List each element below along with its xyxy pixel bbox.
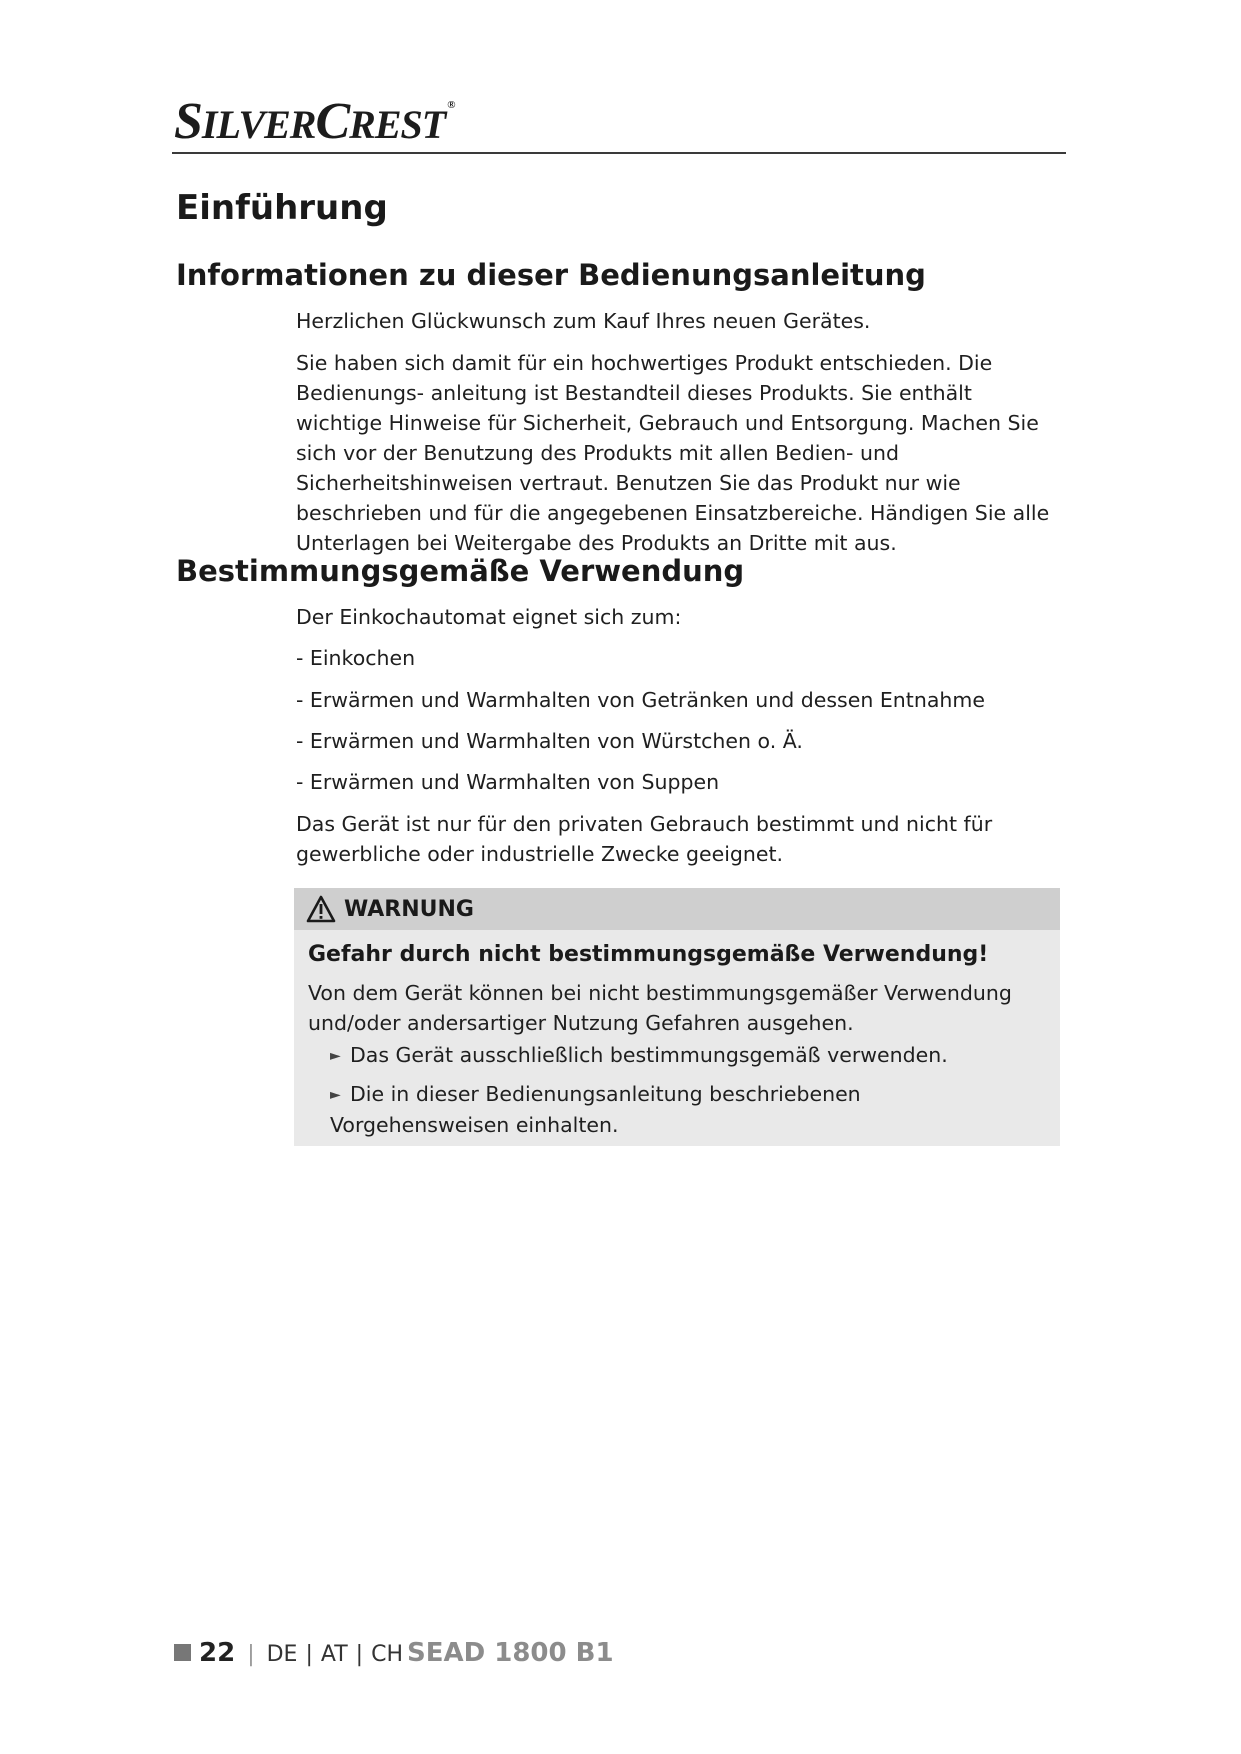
country-at: AT xyxy=(320,1642,348,1667)
warning-bullet xyxy=(330,1079,1010,1140)
page-footer xyxy=(174,1638,614,1672)
list-item: - Erwärmen und Warmhalten von Suppen xyxy=(296,770,720,794)
list-item: - Einkochen xyxy=(296,646,416,670)
warning-bullet-text: Die in dieser Bedienungsanleitung beschriebenen Vorgehensweisen einhalten. xyxy=(330,1082,861,1137)
footer-square-icon xyxy=(174,1644,191,1661)
country-ch: CH xyxy=(371,1642,403,1667)
footer-separator: | xyxy=(355,1642,364,1667)
warning-box xyxy=(294,888,1060,1146)
arrow-right-icon: ► xyxy=(330,1048,341,1064)
manual-info-paragraph: Sie haben sich damit für ein hochwertiges Produkt entschieden. Die Bedienungs- anleitung ist Bestandteil dieses Produkts. Sie enthält wichtige Hinweise für Sicherheit, Gebrauch und Entsorgung. Machen Sie sich vor der Benutzung des Produkts mit allen Bedien- und Sicherheitshinweisen vertraut. Benutzen Sie das Produkt nur wie beschrieben und für die angegebenen Einsatzbereiche. Händigen Sie alle Unterlagen bei Weitergabe des Produkts an Dritte mit aus. xyxy=(296,351,1050,555)
warning-label: WARNUNG xyxy=(344,897,474,922)
model-number: SEAD 1800 B1 xyxy=(406,1638,614,1668)
header-divider xyxy=(172,152,1066,154)
section-heading-manual-info: Informationen zu dieser Bedienungsanleitung xyxy=(176,258,926,292)
list-item: - Erwärmen und Warmhalten von Getränken und dessen Entnahme xyxy=(296,688,985,712)
arrow-right-icon: ► xyxy=(330,1087,341,1103)
warning-subtitle: Gefahr durch nicht bestimmungsgemäße Verwendung! xyxy=(308,942,989,967)
country-de: DE xyxy=(266,1642,298,1667)
warning-triangle-icon xyxy=(306,895,336,923)
warning-bullet-text: Das Gerät ausschließlich bestimmungsgemäß verwenden. xyxy=(350,1043,948,1067)
congratulations-paragraph: Herzlichen Glückwunsch zum Kauf Ihres neuen Gerätes. xyxy=(296,309,871,333)
warning-text: Von dem Gerät können bei nicht bestimmungsgemäßer Verwendung und/oder andersartiger Nutzung Gefahren ausgehen. xyxy=(308,981,1012,1035)
private-use-paragraph: Das Gerät ist nur für den privaten Gebrauch bestimmt und nicht für gewerbliche oder industrielle Zwecke geeignet. xyxy=(296,812,993,866)
warning-header xyxy=(294,888,1060,930)
warning-bullet xyxy=(330,1040,1010,1071)
list-item: - Erwärmen und Warmhalten von Würstchen o. Ä. xyxy=(296,729,803,753)
page-number: 22 xyxy=(199,1638,236,1668)
page-title: Einführung xyxy=(176,188,388,228)
section-heading-intended-use: Bestimmungsgemäße Verwendung xyxy=(176,554,745,588)
intended-use-lead: Der Einkochautomat eignet sich zum: xyxy=(296,605,682,629)
footer-separator: | xyxy=(247,1642,255,1667)
silvercrest-logo: SILVERCREST ® xyxy=(174,93,455,150)
footer-separator: | xyxy=(305,1642,313,1667)
